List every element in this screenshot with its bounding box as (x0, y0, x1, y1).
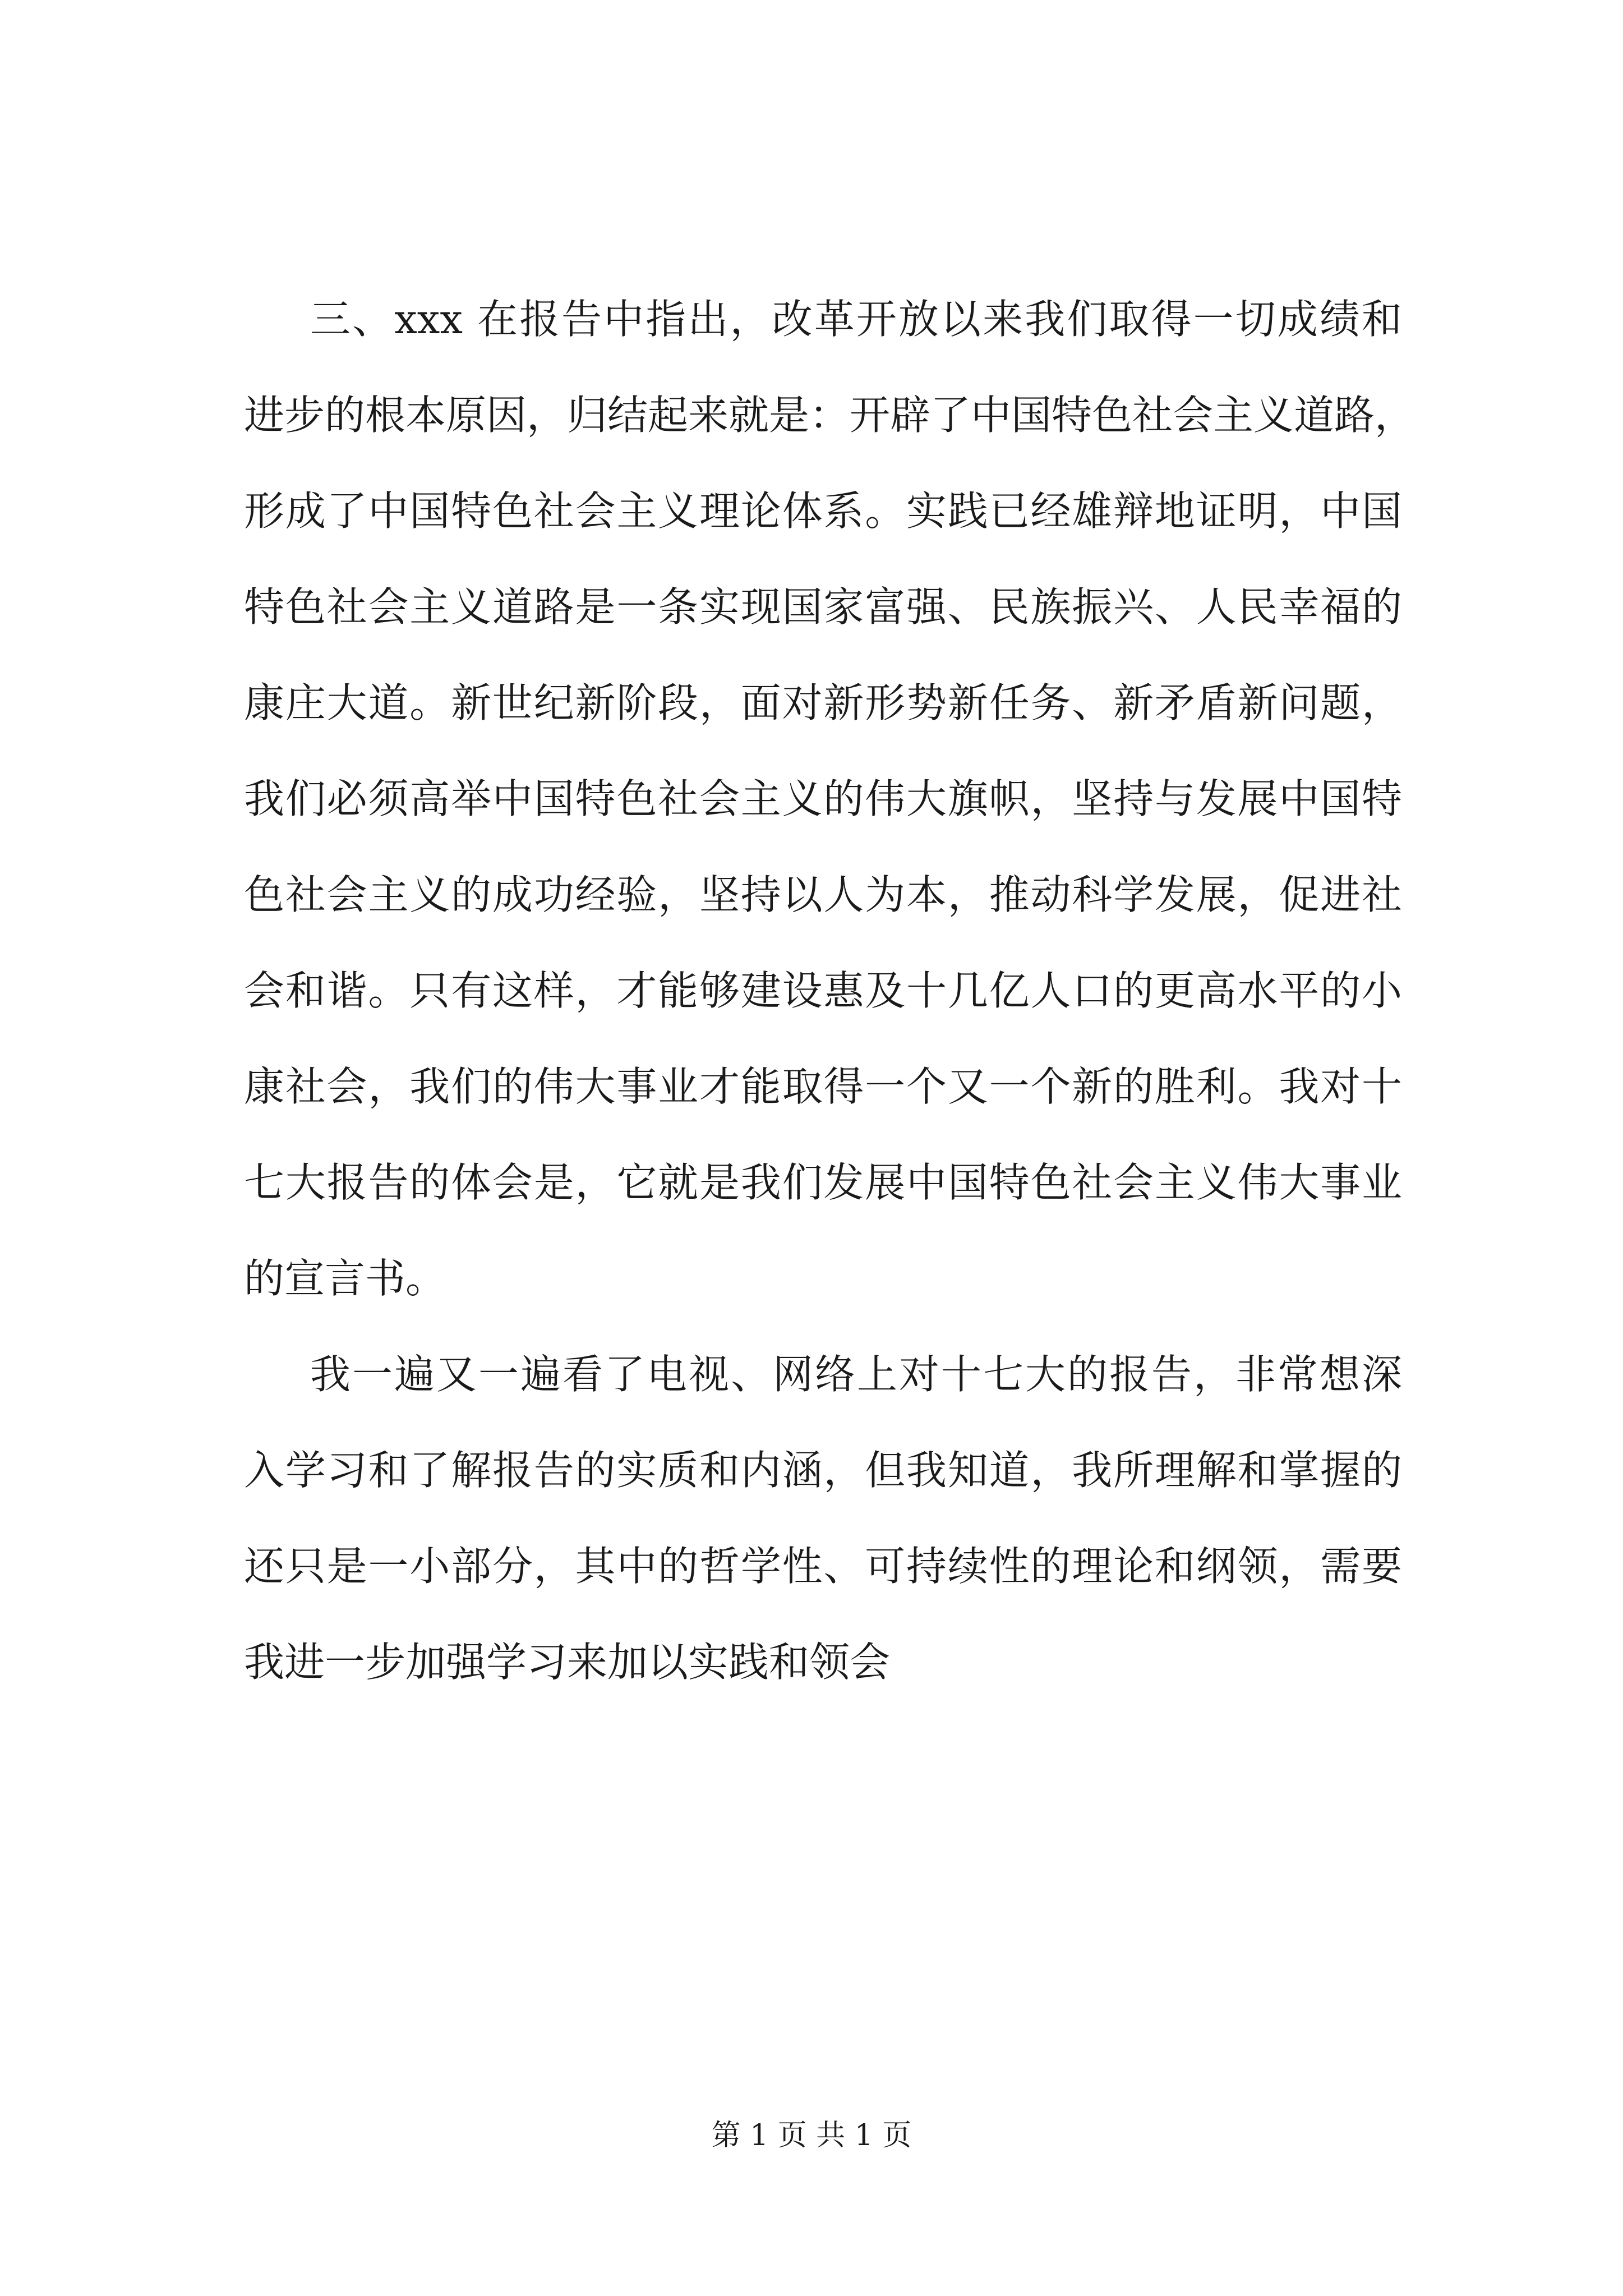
paragraph-line: 三、xxx 在报告中指出，改革开放以来我们取得一切成绩和 (310, 296, 1402, 343)
paragraph-line: 我们必须高举中国特色社会主义的伟大旗帜，坚持与发展中国特 (244, 775, 1402, 822)
paragraph-line: 的宣言书。 (244, 1255, 446, 1302)
paragraph-line: 形成了中国特色社会主义理论体系。实践已经雄辩地证明，中国 (244, 487, 1402, 535)
paragraph-line: 康庄大道。新世纪新阶段，面对新形势新任务、新矛盾新问题， (244, 679, 1402, 726)
paragraph-line: 色社会主义的成功经验，坚持以人为本，推动科学发展，促进社 (244, 871, 1402, 918)
paragraph-1 (244, 292, 1415, 1306)
paragraph-line: 会和谐。只有这样，才能够建设惠及十几亿人口的更高水平的小 (244, 967, 1402, 1014)
paragraph-line: 我一遍又一遍看了电视、网络上对十七大的报告，非常想深 (310, 1351, 1402, 1398)
paragraph-line: 康社会，我们的伟大事业才能取得一个又一个新的胜利。我对十 (244, 1063, 1402, 1110)
paragraph-line: 我进一步加强学习来加以实践和领会 (244, 1639, 891, 1686)
document-body (244, 292, 1415, 1731)
page-footer: 第 1 页 共 1 页 (711, 2119, 912, 2152)
paragraph-line: 七大报告的体会是，它就是我们发展中国特色社会主义伟大事业 (244, 1159, 1402, 1206)
paragraph-line: 还只是一小部分，其中的哲学性、可持续性的理论和纲领，需要 (244, 1543, 1402, 1590)
paragraph-line: 入学习和了解报告的实质和内涵，但我知道，我所理解和掌握的 (244, 1447, 1402, 1494)
paragraph-line: 特色社会主义道路是一条实现国家富强、民族振兴、人民幸福的 (244, 583, 1402, 631)
paragraph-2 (244, 1347, 1402, 1690)
paragraph-line: 进步的根本原因，归结起来就是：开辟了中国特色社会主义道路， (244, 392, 1415, 439)
